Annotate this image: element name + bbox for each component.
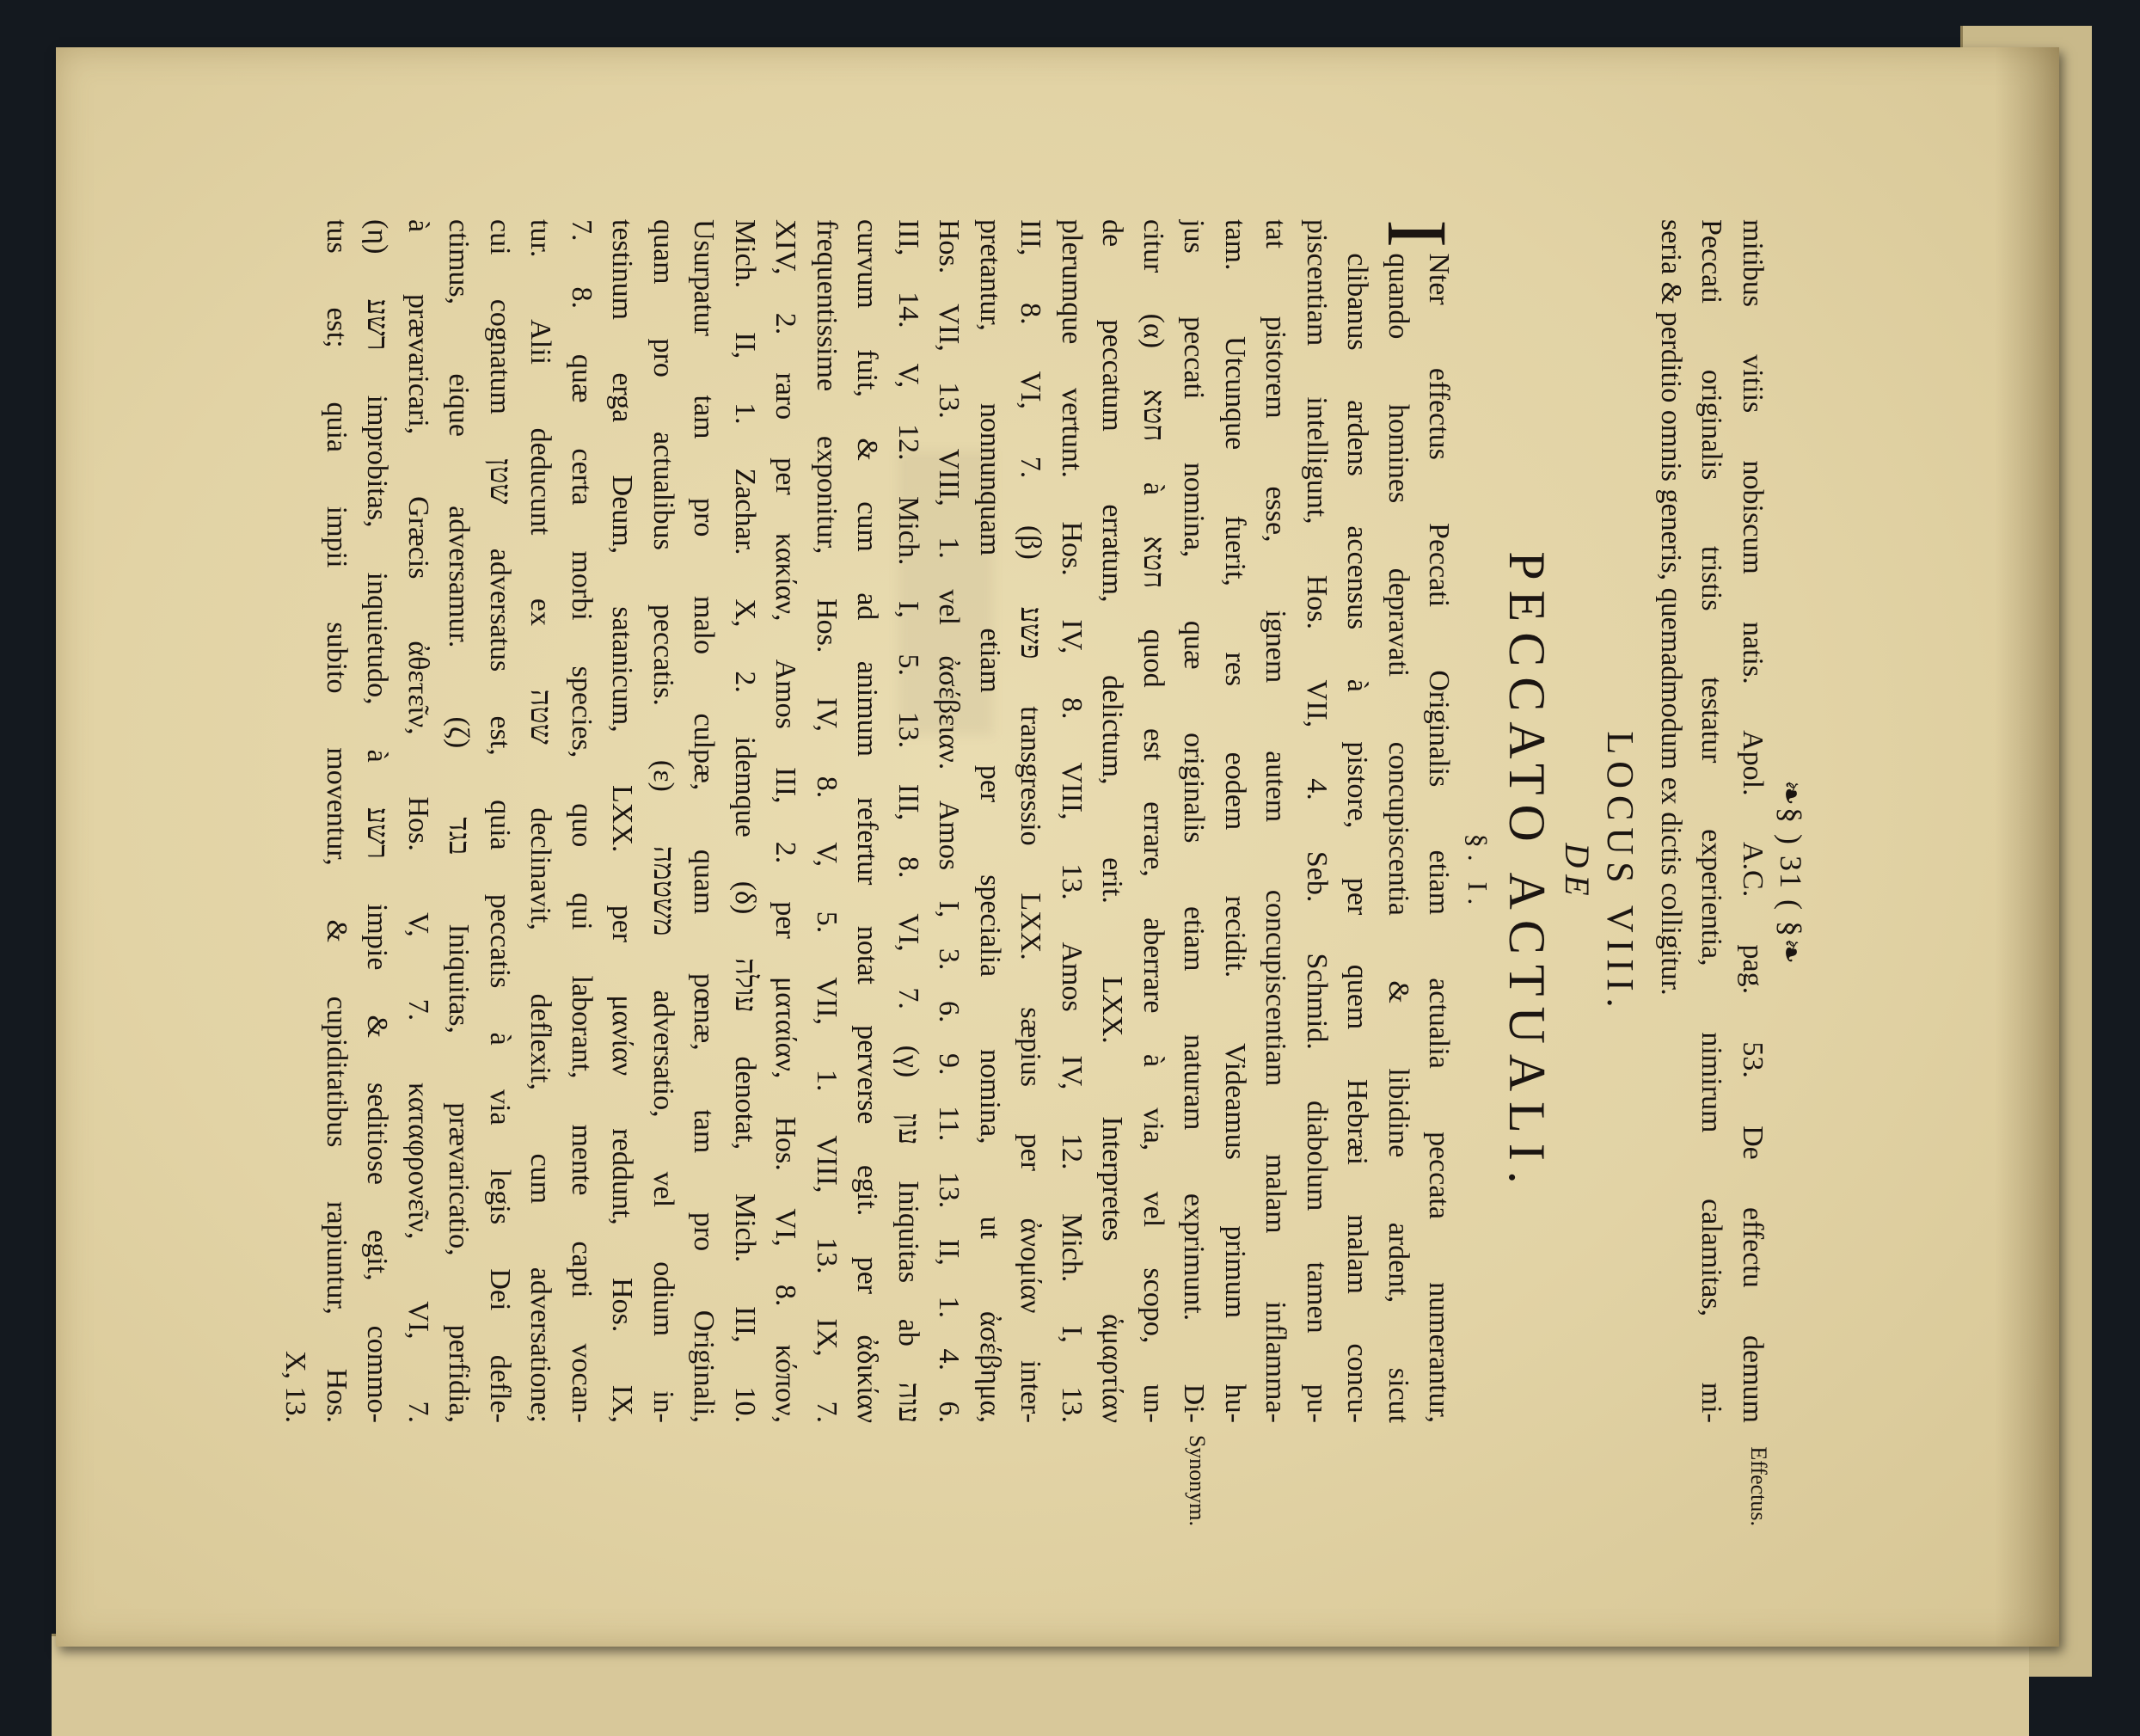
body-line: de peccatum erratum, delictum, erit. LXX. Interpretes ἁμαρτίαν [1096, 219, 1129, 1423]
section-mark: §. I. [1462, 833, 1494, 912]
body-line: tat pistorem esse, ignem autem concupiscentiam malam inflamma- [1260, 219, 1292, 1423]
body-line: tur. Alii deducunt ex שטה declinavit, deflexit, cum adversatione; [524, 219, 557, 1423]
body-line: 7. 8. quæ certa morbi species, quo qui laborant, mente capti vocan- [566, 219, 598, 1423]
intro-line: mitibus vitiis nobiscum natis. Apol. A.C. pag. 53. De effectu demum [1737, 219, 1769, 1423]
body-line: jus peccati nomina, quæ originalis etiam naturam exprimunt. Di- [1178, 219, 1211, 1423]
page-number-header: ❧§ ) 31 ( §❧ [1774, 779, 1808, 966]
body-line: cui cognatum שטן adversatus est, quia peccatis à via legis Dei defle- [484, 219, 516, 1423]
body-line: clibanus ardens accensus à pistore, per quem Hebræi malam concu- [1341, 253, 1374, 1423]
body-line: Usurpatur tam pro malo culpæ, quam pœnæ, tam pro Originali, [688, 219, 720, 1423]
body-line: quando homines depravati concupiscentia & libidine ardent, sicut [1383, 253, 1414, 1423]
body-line: Mich. II, 1. Zachar. X, 2. idemque (δ) עולה denotat, Mich. III, 10. [729, 219, 761, 1423]
margin-note-synonym: Synonym. [1185, 1434, 1211, 1526]
body-line: à prævaricari, Græcis ἀθετεῖν, Hos. V, 7. καταφρονεῖν, VI, 7. [402, 219, 434, 1423]
body-line: III, 14. V, 12. Mich. I, 5. 13. III, 8. VI, 7. (γ) עון Iniquitas ab עוה [892, 219, 924, 1423]
body-line: curvum fuit, & cum ad animum refertur notat perverse egit. per ἀδικίαν [851, 219, 884, 1423]
body-line: XIV, 2. raro per κακίαν, Amos III, 2. per ματαίαν, Hos. VI, 8. κόπον, [770, 219, 802, 1423]
body-line: citur (α) חטא à חטא quod est errare, aberrare à via, vel scopo, un- [1137, 219, 1169, 1423]
intro-paragraph [1651, 219, 1774, 1526]
body-line: pretantur, nonnunquam etiam per specialia nomina, ut ἀσέβημα, [974, 219, 1006, 1423]
body-line: X, 13. [279, 1350, 312, 1423]
lower-page-edge [52, 1634, 2029, 1736]
body-line: piscentiam intelligunt, Hos. VII, 4. Seb. Schmid. diabolum tamen pu- [1301, 219, 1333, 1423]
body-line: tam. Utcunque fuerit, res eodem recidit. Videamus primum hu- [1219, 219, 1251, 1423]
intro-line: seria & perditio omnis generis, quemadmodum ex dictis colligitur. [1655, 219, 1687, 996]
body-line: ctimus, eique adversamur. (ζ) בגד Iniquitas, prævaricatio, perfidia, [443, 219, 475, 1423]
intro-line: Peccati originalis tristis testatur experientia, nimirum calamitas, mi- [1695, 219, 1728, 1423]
margin-note-effectus: Effectus. [1746, 1446, 1771, 1526]
locus-heading: LOCUS VIII. [1599, 731, 1642, 1015]
body-line: quam pro actualibus peccatis. (ε) משטמה adversatio, vel odium in- [647, 219, 679, 1423]
body-line: (η) רשע improbitas, inquietudo, à רשע impie & seditiose egit, commo- [361, 219, 394, 1423]
main-body [275, 219, 1466, 1526]
body-line: tus est; quia impii subito moventur, & cupiditatibus rapiuntur, Hos. [321, 219, 353, 1423]
body-line: III, 8. VI, 7. (β) פשע transgressio LXX. sæpius per ἀνομίαν inter- [1015, 219, 1047, 1423]
chapter-title: PECCATO ACTUALI. [1499, 551, 1556, 1194]
body-line: Hos. VII, 13. VIII, 1. vel ἀσέβειαν. Amos I, 3. 6. 9. 11. 13. II, 1. 4. 6. [933, 219, 966, 1423]
de-heading: DE [1558, 843, 1597, 903]
page-gutter-shadow [1995, 47, 2059, 1647]
drop-cap: I [1370, 219, 1466, 248]
body-line: Nter effectus Peccati Originalis etiam actualia peccata numerantur, [1423, 253, 1456, 1423]
body-line: frequentissime exponitur, Hos. IV, 8. V, 5. VII, 1. VIII, 13. IX, 7. [811, 219, 843, 1423]
rotated-text-block [194, 219, 1811, 1526]
body-line: testinum erga Deum, satanicum, LXX. per μανίαν reddunt, Hos. IX, [606, 219, 639, 1423]
body-line: plerumque vertunt. Hos. IV, 8. VIII, 13. Amos IV, 12. Mich. I, 13. [1056, 219, 1088, 1423]
